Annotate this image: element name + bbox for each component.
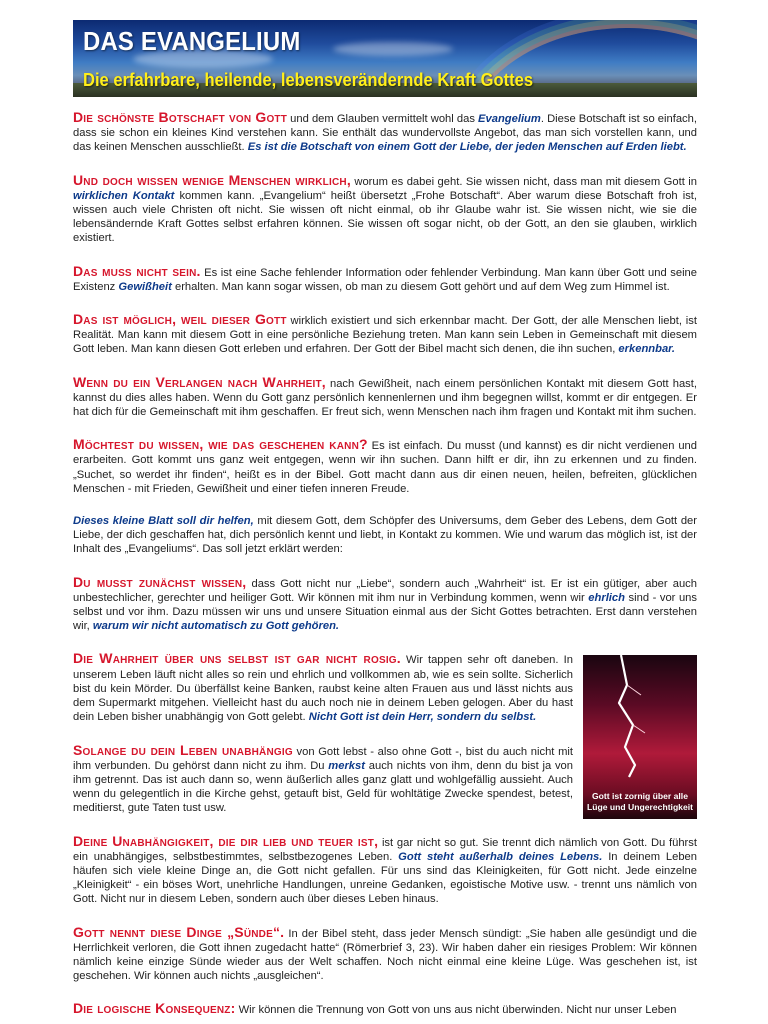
emphasis-text: warum wir nicht automatisch zu Gott gehören. bbox=[92, 620, 340, 633]
paragraph-text: nach Gewißheit, nach einem persönlichen Kontakt mit diesem Gott hast, kannst du dies alles haben. Wenn du Gott ganz persönlich kennenlernen und ihm begegnen willst, kommt er dir entgegen. Er hat dich für die Gemeinschaft mit ihm geschaffen. Er freut sich, wenn Menschen nach ihm fragen und Kontakt mit ihm suchen. bbox=[73, 377, 697, 419]
emphasis-text: Gewißheit bbox=[118, 280, 172, 293]
paragraph-text: Wir können die Trennung von Gott von uns aus nicht überwinden. Nicht nur unser Leben bbox=[235, 1004, 677, 1017]
paragraph-text: erhalten. Man kann sogar wissen, ob man zu diesem Gott gehört und auf dem Weg zum Himmel ist. bbox=[171, 280, 670, 293]
paragraph-lead: Du musst zunächst wissen, bbox=[73, 573, 247, 590]
paragraph bbox=[73, 925, 697, 984]
paragraph bbox=[73, 110, 697, 155]
paragraph-lead: Und doch wissen wenige Menschen wirklich, bbox=[73, 171, 351, 188]
paragraph bbox=[73, 375, 697, 420]
paragraph-text: von Gott lebst - also ohne Gott -, bist du auch nicht mit ihm verbunden. Du gehörst dann nicht zu ihm. Du bbox=[73, 745, 573, 772]
paragraph-lead: Solange du dein Leben unabhängig bbox=[73, 741, 293, 758]
caption-line: Gott ist zornig über alle bbox=[592, 791, 688, 802]
image-caption bbox=[583, 791, 697, 813]
paragraph-text: mit diesem Gott, dem Schöpfer des Universums, dem Geber des Lebens, dem Gott der Liebe, der dich geschaffen hat, dich persönlich kennt und liebt, in Kontakt zu kommen. Wie und warum das möglich ist, ist der Inhalt des „Evangeliums“. Das soll jetzt erklärt werden: bbox=[73, 515, 697, 556]
paragraph-text: und dem Glauben vermittelt wohl das bbox=[287, 113, 479, 125]
emphasis-text: Nicht Gott ist dein Herr, sondern du selbst. bbox=[308, 711, 537, 724]
lightning-photo bbox=[583, 655, 697, 819]
paragraph-text: Es ist einfach. Du musst (und kannst) es dir nicht verdienen und erarbeiten. Gott kommt uns ganz weit entgegen, wenn wir ihn suchen. Dann hilft er dir, ihn zu erkennen und zu finden. „Suchet, so werdet ihr finden“, heißt es in der Bibel. Gott macht dann aus dir einen neuen, heilen, befreiten, glücklichen Menschen - mit Frieden, Gewißheit und einer tiefen inneren Freude. bbox=[73, 440, 697, 495]
paragraph-text: . Diese Botschaft ist so einfach, dass sie schon ein kleines Kind verstehen kann. Sie enthält das wundervollste Angebot, das man sich vorstellen kann, und das keinen Menschen ausschließt. bbox=[73, 113, 697, 154]
paragraph-lead: Das muss nicht sein. bbox=[73, 262, 201, 279]
paragraph bbox=[73, 173, 697, 246]
paragraph-lead: Die Wahrheit über uns selbst ist gar nicht rosig. bbox=[73, 650, 401, 667]
paragraph-lead: Das ist möglich, weil dieser Gott bbox=[73, 311, 287, 328]
caption-line: Lüge und Ungerechtigkeit bbox=[587, 802, 693, 813]
emphasis-text: merkst bbox=[328, 759, 365, 772]
paragraph-text: auch nichts von ihm, denn du bist ja von ihm getrennt. Das ist auch dann so, wenn äußerlich alles ganz glatt und wohlgefällig aussieht. Auch wenn du gelegentlich in die Kirche gehst, getauft bist, Geld für wohltätige Zwecke spendest, betest, meditierst, gute Taten tust usw. bbox=[73, 759, 574, 815]
paragraph bbox=[73, 1001, 697, 1017]
paragraph-text: In deinem Leben häufen sich viele kleine Dinge an, die Gott nicht gefallen. Für uns sind das Kleinigkeiten, für Gott nicht. Jede einzelne „Kleinigkeit“ - ein böses Wort, unehrliche Handlungen, unreine Gedanken, egoistische Motive usw. - trennt uns nämlich von Gott. Nicht nur in diesem Leben, sondern auch über dieses Leben hinaus. bbox=[73, 850, 697, 906]
paragraph-lead: Gott nennt diese Dinge „Sünde“. bbox=[73, 923, 285, 940]
lightning-image bbox=[583, 655, 697, 819]
paragraph-lead: Möchtest du wissen, wie das geschehen kann? bbox=[73, 436, 368, 453]
emphasis-text: Evangelium bbox=[478, 113, 541, 125]
emphasis-text: ehrlich bbox=[588, 591, 625, 604]
paragraph-lead: Die schönste Botschaft von Gott bbox=[73, 109, 288, 125]
paragraph-text: Wir tappen sehr oft daneben. In unserem Leben läuft nicht alles so rein und ehrlich und vollkommen ab, wie es sein sollte. Sicherlich bist du kein Mörder. Du überfällst keine Banken, raubst keine alten Frauen aus und lässt nichts aus dem Supermarkt mitgehen. Vielleicht hast du auch noch nie in deinem Leben gelogen. Aber du hast dein Leben bisher unabhängig von Gott gelebt. bbox=[73, 654, 573, 724]
paragraph-text: In der Bibel steht, dass jeder Mensch sündigt: „Sie haben alle gesündigt und die Herrlichkeit verloren, die Gott ihnen zugedacht hatte“ (Römerbrief 3, 23). Wir haben daher ein riesiges Problem: Wir können nämlich keine einzige Sünde wieder aus der Welt schaffen. Noch nicht einmal eine kleine Lüge. Was geschehen ist, ist geschehen. Wir können auch nichts „ausgleichen“. bbox=[73, 927, 698, 983]
emphasis-text: wirklichen Kontakt bbox=[73, 189, 175, 202]
paragraph bbox=[73, 312, 697, 357]
paragraph-text: sind - vor uns selbst und vor ihm. Dazu müssen wir uns und unsere Situation einmal aus der Sicht Gottes betrachten. Erst dann verstehen wir, bbox=[73, 591, 697, 633]
emphasis-text: erkennbar. bbox=[618, 343, 676, 356]
page-subtitle: Die erfahrbare, heilende, lebensverändernde Kraft Gottes bbox=[83, 70, 534, 90]
page-title: DAS EVANGELIUM bbox=[83, 26, 301, 56]
paragraph-lead: Wenn du ein Verlangen nach Wahrheit, bbox=[73, 373, 326, 390]
paragraph bbox=[73, 514, 697, 557]
emphasis-text: Dieses kleine Blatt soll dir helfen, bbox=[73, 515, 254, 528]
paragraph-lead: Die logische Konsequenz: bbox=[73, 1000, 236, 1017]
paragraph bbox=[73, 264, 697, 294]
paragraph-text: ist gar nicht so gut. Sie trennt dich nämlich von Gott. Du führst ein unabhängiges, selbstbestimmtes, selbstbezogenes Leben. bbox=[73, 836, 697, 863]
cloud-decoration bbox=[333, 42, 453, 56]
emphasis-text: Gott steht außerhalb deines Lebens. bbox=[398, 850, 603, 863]
paragraph bbox=[73, 575, 697, 634]
paragraph-lead: Deine Unabhängigkeit, die dir lieb und teuer ist, bbox=[73, 832, 379, 849]
paragraph bbox=[73, 437, 697, 496]
paragraph-text: worum es dabei geht. Sie wissen nicht, dass man mit diesem Gott in bbox=[350, 175, 697, 188]
paragraph-text: wirklich existiert und sich erkennbar macht. Der Gott, der alle Menschen liebt, ist Realität. Man kann mit diesem Gott in eine persönliche Beziehung treten. Man kann sein Leben in Gemeinschaft mit diesem Gott leben. Man kann diesen Gott erleben und erfahren. Der Gott der Bibel macht sich denen, die ihn suchen, bbox=[73, 315, 697, 356]
header-banner bbox=[73, 20, 697, 97]
article-body bbox=[73, 110, 697, 1024]
paragraph bbox=[73, 834, 697, 907]
paragraph-text: kommen kann. „Evangelium“ heißt übersetzt „Frohe Botschaft“. Aber warum diese Botschaft froh ist, wissen auch viele Christen oft nicht. Sie wissen oft nicht einmal, ob ihr Glaube wahr ist. Sie wissen nicht, wie sie die lebensändernde Kraft Gottes selbst erfahren können. Sie wissen oft sogar nicht, ob der Gott, an den sie glauben, wirklich existiert. bbox=[73, 189, 697, 245]
paragraph-text: dass Gott nicht nur „Liebe“, sondern auch „Wahrheit“ ist. Er ist ein gütiger, aber auch unbestechlicher, gerechter und heiliger Gott. Wir können mit ihm nur in Verbindung kommen, wenn wir bbox=[73, 577, 697, 604]
paragraph-text: Es ist eine Sache fehlender Information oder fehlender Verbindung. Man kann über Gott und seine Existenz bbox=[73, 266, 697, 293]
emphasis-text: Es ist die Botschaft von einem Gott der Liebe, der jeden Menschen auf Erden liebt. bbox=[247, 141, 687, 154]
